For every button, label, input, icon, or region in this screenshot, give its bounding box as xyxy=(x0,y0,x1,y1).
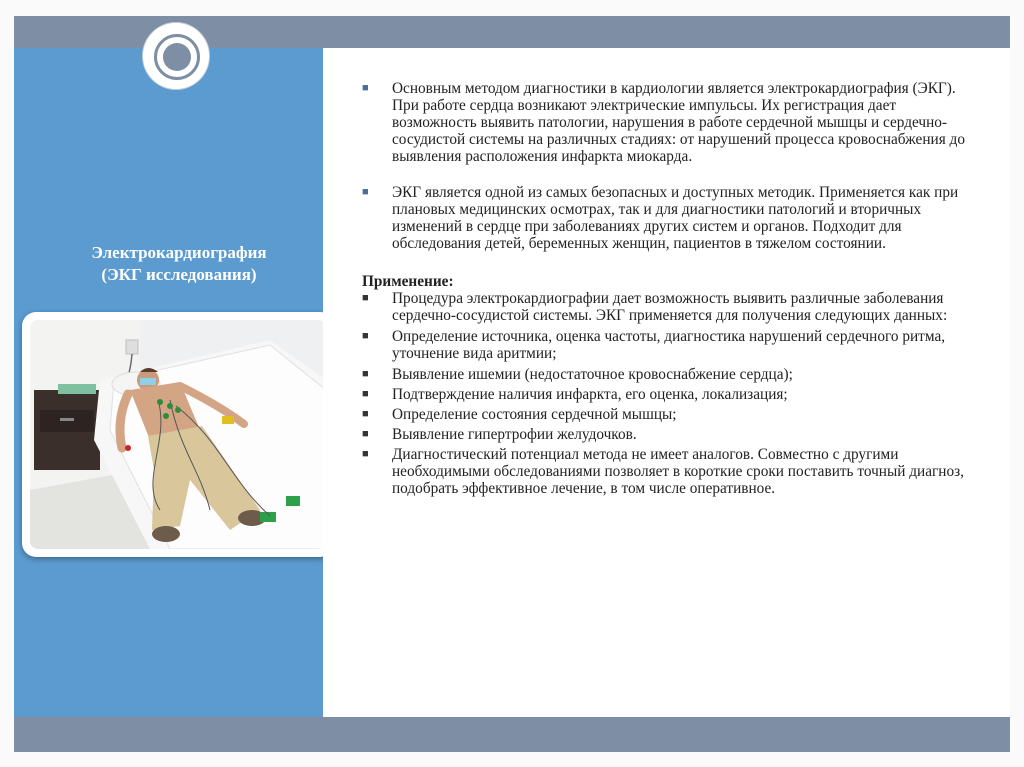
application-item-text: Определение источника, оценка частоты, диагностика нарушений сердечного ритма, уточнение вида аритмии; xyxy=(392,328,946,362)
text-body xyxy=(362,80,982,497)
photo-frame xyxy=(22,312,334,557)
bullet-icon: ■ xyxy=(362,368,369,380)
application-item xyxy=(362,426,982,443)
application-item-text: Подтверждение наличия инфаркта, его оценка, локализация; xyxy=(392,386,788,403)
decorative-circle-badge xyxy=(143,23,209,89)
intro-paragraph-1 xyxy=(362,80,982,165)
application-item-text: Определение состояния сердечной мышцы; xyxy=(392,406,677,423)
ecg-scene-illustration xyxy=(30,320,326,549)
application-item xyxy=(362,290,982,324)
bullet-icon: ■ xyxy=(362,292,369,304)
bottom-band xyxy=(14,717,1010,752)
panel-divider xyxy=(323,48,325,717)
bullet-icon: ■ xyxy=(362,330,369,342)
application-item-text: Диагностический потенциал метода не имеет аналогов. Совместно с другими необходимыми обследованиями позволяет в короткие сроки поставить точный диагноз, подобрать эффективное лечение, в том числе оперативное. xyxy=(392,446,964,497)
ecg-patient-photo xyxy=(30,320,326,549)
slide-title-line1: Электрокардиография xyxy=(91,243,267,262)
slide-title xyxy=(44,242,314,286)
slide-title-line2: (ЭКГ исследования) xyxy=(101,265,257,284)
bullet-icon: ■ xyxy=(362,82,369,94)
application-heading: Применение: xyxy=(362,273,454,290)
badge-dot-icon xyxy=(163,43,191,71)
bullet-icon: ■ xyxy=(362,186,369,198)
application-item xyxy=(362,366,982,383)
badge-ring-icon xyxy=(154,34,200,80)
application-item-text: Выявление ишемии (недостаточное кровоснабжение сердца); xyxy=(392,366,793,383)
intro-text-1: Основным методом диагностики в кардиологии является электрокардиография (ЭКГ). При работе сердца возникают электрические импульсы. Их регистрация дает возможность выявить патологии, нарушения в работе сердечной мышцы и сердечно-сосудистой системы на различных стадиях: от нарушений процесса кровоснабжения до выявления расположения инфаркта миокарда. xyxy=(392,80,965,165)
application-item xyxy=(362,386,982,403)
application-item xyxy=(362,446,982,497)
bullet-icon: ■ xyxy=(362,388,369,400)
application-item xyxy=(362,406,982,423)
intro-paragraph-2 xyxy=(362,184,982,252)
application-item-text: Процедура электрокардиографии дает возможность выявить различные заболевания сердечно-сосудистой системы. ЭКГ применяется для получения следующих данных: xyxy=(392,290,948,324)
bullet-icon: ■ xyxy=(362,408,369,420)
intro-text-2: ЭКГ является одной из самых безопасных и доступных методик. Применяется как при плановых медицинских осмотрах, так и для диагностики патологий и вторичных изменений в сердце при заболеваниях других систем и органов. Подходит для обследования детей, беременных женщин, пациентов в тяжелом состоянии. xyxy=(392,184,959,252)
application-item xyxy=(362,328,982,362)
bullet-icon: ■ xyxy=(362,448,369,460)
application-item-text: Выявление гипертрофии желудочков. xyxy=(392,426,637,443)
bullet-icon: ■ xyxy=(362,428,369,440)
left-panel xyxy=(14,48,324,717)
